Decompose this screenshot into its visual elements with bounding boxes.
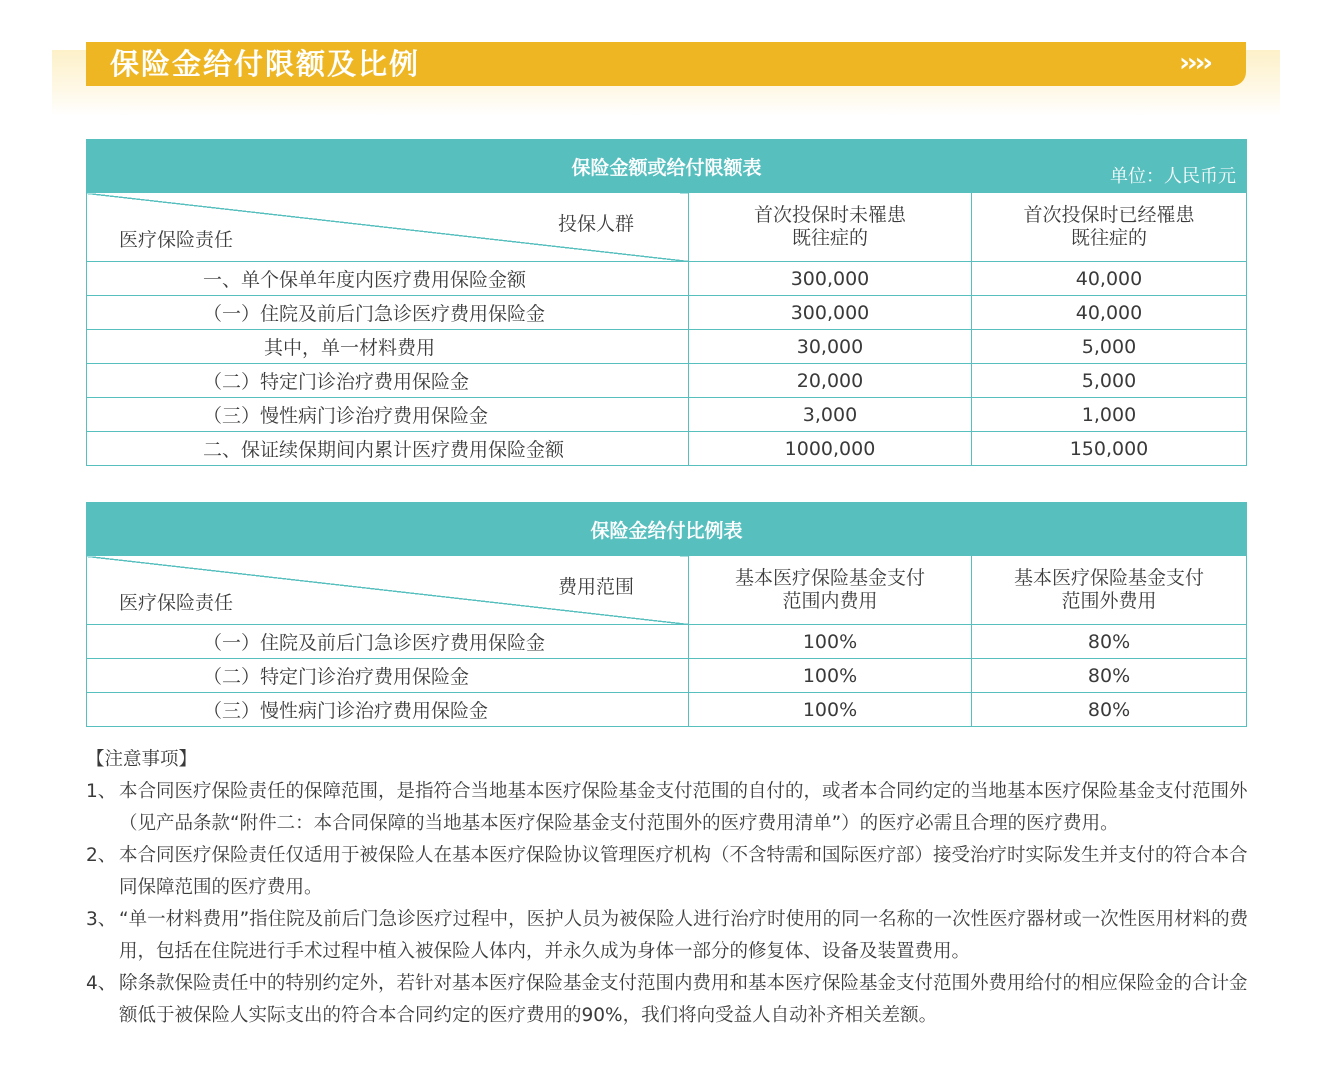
column-header-no-preexisting: 首次投保时未罹患既往症的 xyxy=(689,193,972,262)
note-number: 2、 xyxy=(86,845,117,866)
notes-title: 【注意事项】 xyxy=(86,749,198,770)
note-item xyxy=(86,904,1252,968)
ratio-table-corner xyxy=(87,556,689,625)
corner-top-right-label: 费用范围 xyxy=(557,576,634,598)
note-text: 本合同医疗保险责任仅适用于被保险人在基本医疗保险协议管理医疗机构（不含特需和国际医疗部）接受治疗时实际发生并支付的符合本合同保障范围的医疗费用。 xyxy=(119,845,1248,898)
row-value: 300,000 xyxy=(689,262,972,296)
table-row xyxy=(87,398,1247,432)
row-value: 80% xyxy=(972,625,1247,659)
limits-table-header xyxy=(87,140,1247,193)
row-value: 5,000 xyxy=(972,364,1247,398)
ratio-table-header xyxy=(87,503,1247,556)
corner-bottom-left-label: 医疗保险责任 xyxy=(119,592,234,614)
row-label: 二、保证续保期间内累计医疗费用保险金额 xyxy=(87,432,689,466)
note-item xyxy=(86,840,1252,904)
section-title: 保险金给付限额及比例 xyxy=(110,47,421,81)
row-label: （一）住院及前后门急诊医疗费用保险金 xyxy=(87,625,689,659)
notes-section xyxy=(86,744,1252,1032)
row-value: 150,000 xyxy=(972,432,1247,466)
limits-table-title: 保险金额或给付限额表 xyxy=(571,156,762,179)
table-row xyxy=(87,659,1247,693)
row-value: 5,000 xyxy=(972,330,1247,364)
note-number: 4、 xyxy=(86,973,117,994)
row-value: 20,000 xyxy=(689,364,972,398)
row-label: （三）慢性病门诊治疗费用保险金 xyxy=(87,693,689,727)
table-row xyxy=(87,330,1247,364)
table-row xyxy=(87,625,1247,659)
row-label: 一、单个保单年度内医疗费用保险金额 xyxy=(87,262,689,296)
unit-label: 单位：人民币元 xyxy=(1110,166,1236,187)
corner-top-right-label: 投保人群 xyxy=(557,213,634,235)
corner-bottom-left-label: 医疗保险责任 xyxy=(119,229,234,251)
row-value: 30,000 xyxy=(689,330,972,364)
table-row xyxy=(87,296,1247,330)
row-value: 100% xyxy=(689,659,972,693)
section-banner xyxy=(86,42,1246,86)
row-value: 40,000 xyxy=(972,296,1247,330)
column-header-preexisting: 首次投保时已经罹患既往症的 xyxy=(972,193,1247,262)
note-number: 3、 xyxy=(86,909,117,930)
table-row xyxy=(87,364,1247,398)
row-value: 1,000 xyxy=(972,398,1247,432)
row-label: 其中，单一材料费用 xyxy=(87,330,689,364)
row-label: （一）住院及前后门急诊医疗费用保险金 xyxy=(87,296,689,330)
row-value: 300,000 xyxy=(689,296,972,330)
row-value: 100% xyxy=(689,693,972,727)
note-number: 1、 xyxy=(86,781,117,802)
row-value: 40,000 xyxy=(972,262,1247,296)
note-item xyxy=(86,776,1252,840)
ratio-table-title: 保险金给付比例表 xyxy=(590,519,743,542)
row-value: 80% xyxy=(972,693,1247,727)
row-value: 80% xyxy=(972,659,1247,693)
note-item xyxy=(86,968,1252,1032)
double-chevron-right-icon: ›››› xyxy=(1179,48,1210,78)
table-row xyxy=(87,432,1247,466)
column-header-within-scope: 基本医疗保险基金支付范围内费用 xyxy=(689,556,972,625)
note-text: “单一材料费用”指住院及前后门急诊医疗过程中，医护人员为被保险人进行治疗时使用的同一名称的一次性医疗器材或一次性医用材料的费用，包括在住院进行手术过程中植入被保险人体内，并永久成为身体一部分的修复体、设备及装置费用。 xyxy=(119,909,1249,962)
row-value: 100% xyxy=(689,625,972,659)
row-label: （二）特定门诊治疗费用保险金 xyxy=(87,659,689,693)
note-text: 除条款保险责任中的特别约定外，若针对基本医疗保险基金支付范围内费用和基本医疗保险基金支付范围外费用给付的相应保险金的合计金额低于被保险人实际支出的符合本合同约定的医疗费用的90%，我们将向受益人自动补齐相关差额。 xyxy=(119,973,1248,1026)
note-text: 本合同医疗保险责任的保障范围，是指符合当地基本医疗保险基金支付范围的自付的，或者本合同约定的当地基本医疗保险基金支付范围外（见产品条款“附件二：本合同保障的当地基本医疗保险基金支付范围外的医疗费用清单”）的医疗必需且合理的医疗费用。 xyxy=(119,781,1248,834)
row-label: （二）特定门诊治疗费用保险金 xyxy=(87,364,689,398)
table-row xyxy=(87,693,1247,727)
row-label: （三）慢性病门诊治疗费用保险金 xyxy=(87,398,689,432)
limits-table xyxy=(86,139,1247,466)
column-header-outside-scope: 基本医疗保险基金支付范围外费用 xyxy=(972,556,1247,625)
ratio-table xyxy=(86,502,1247,727)
row-value: 1000,000 xyxy=(689,432,972,466)
limits-table-corner xyxy=(87,193,689,262)
table-row xyxy=(87,262,1247,296)
row-value: 3,000 xyxy=(689,398,972,432)
